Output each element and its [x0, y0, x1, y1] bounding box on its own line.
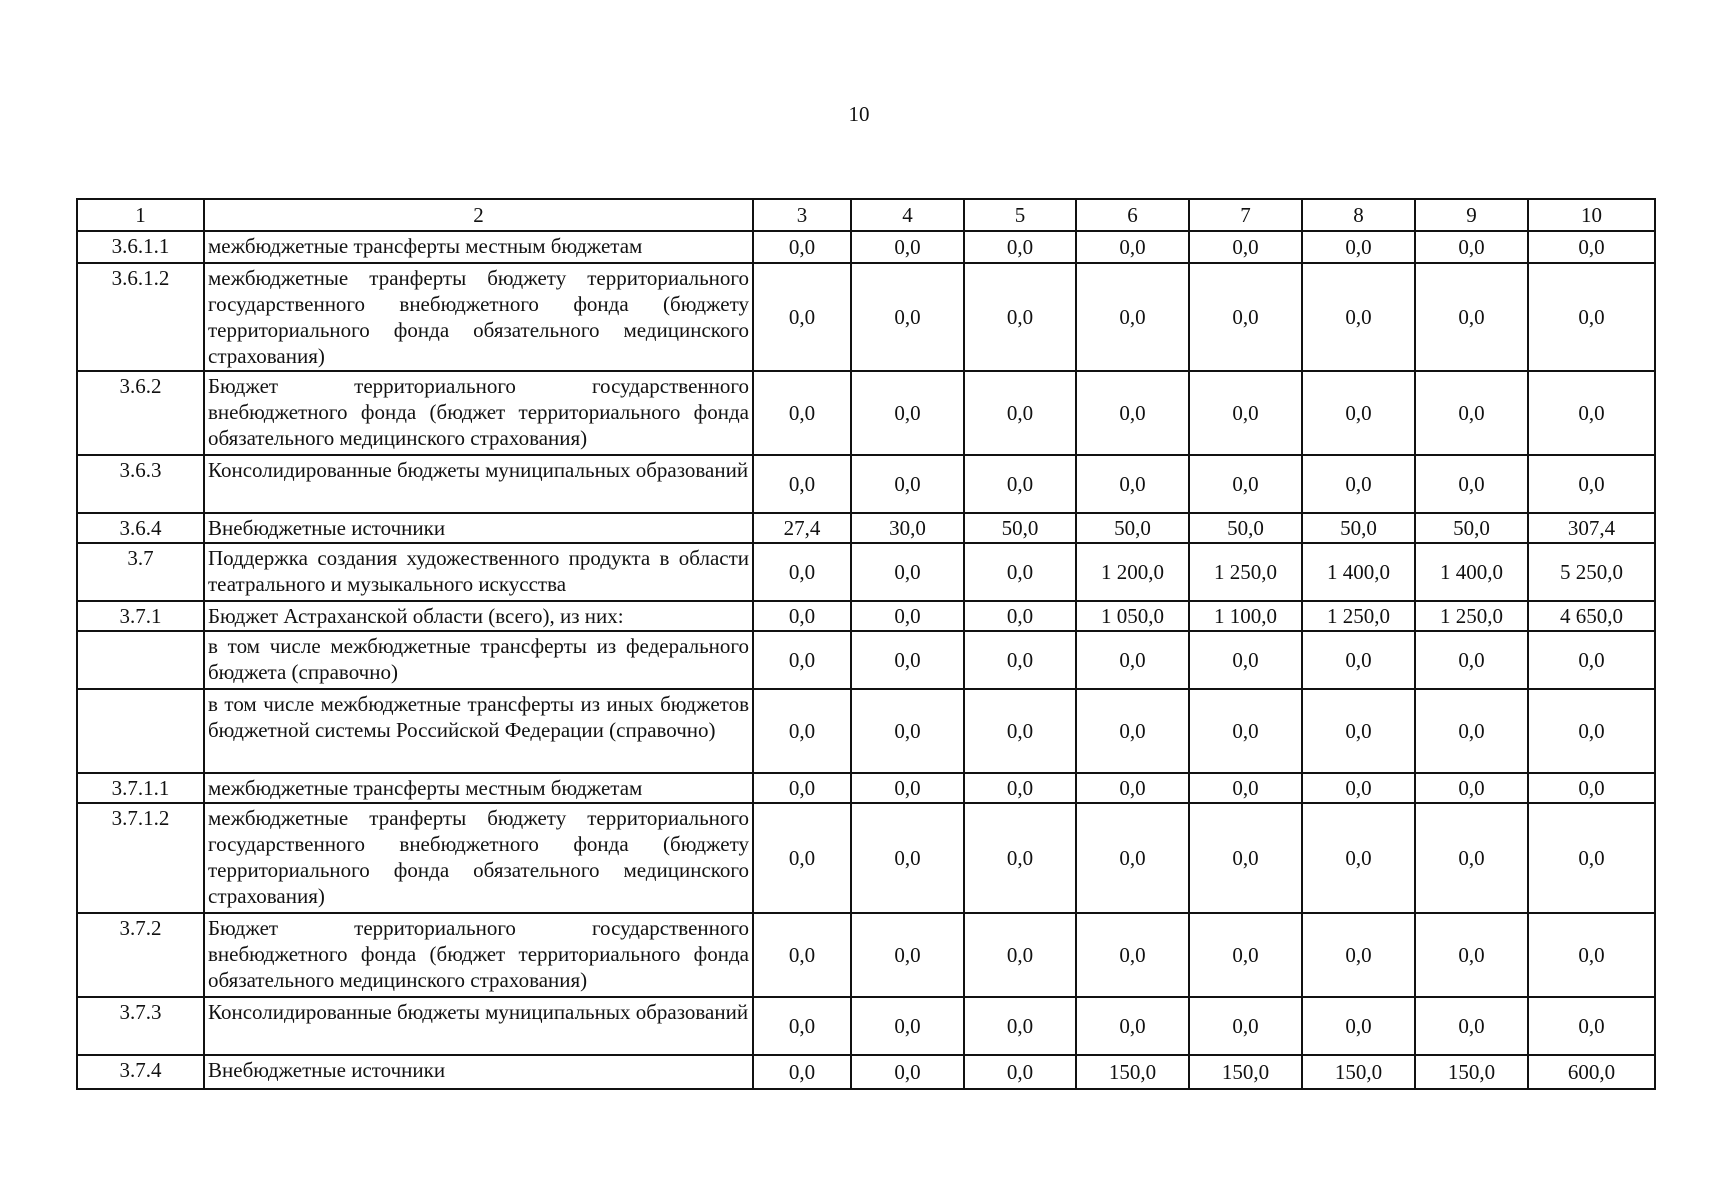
row-value-col-6: 0,0	[1076, 803, 1189, 913]
row-value-col-7: 0,0	[1189, 231, 1302, 263]
header-col-1: 1	[77, 199, 204, 231]
row-value-col-7: 0,0	[1189, 263, 1302, 371]
budget-table	[76, 198, 1656, 1090]
table-row	[77, 803, 1655, 913]
row-value-col-6: 0,0	[1076, 631, 1189, 689]
row-value-col-8: 0,0	[1302, 689, 1415, 773]
header-col-3: 3	[753, 199, 851, 231]
header-col-6: 6	[1076, 199, 1189, 231]
row-value-col-3: 0,0	[753, 455, 851, 513]
row-value-col-9: 1 250,0	[1415, 601, 1528, 631]
row-value-col-8: 1 400,0	[1302, 543, 1415, 601]
row-code: 3.6.4	[77, 513, 204, 543]
row-name: Консолидированные бюджеты муниципальных образований	[204, 997, 753, 1055]
row-value-col-3: 0,0	[753, 913, 851, 997]
row-value-col-5: 50,0	[964, 513, 1076, 543]
row-value-col-8: 0,0	[1302, 263, 1415, 371]
row-value-col-9: 50,0	[1415, 513, 1528, 543]
row-value-col-9: 0,0	[1415, 231, 1528, 263]
row-name: Внебюджетные источники	[204, 513, 753, 543]
header-col-8: 8	[1302, 199, 1415, 231]
row-value-col-7: 0,0	[1189, 455, 1302, 513]
row-value-col-7: 50,0	[1189, 513, 1302, 543]
row-code: 3.6.1.2	[77, 263, 204, 371]
row-value-col-9: 0,0	[1415, 455, 1528, 513]
header-col-4: 4	[851, 199, 964, 231]
row-value-col-3: 0,0	[753, 773, 851, 803]
row-value-col-4: 0,0	[851, 997, 964, 1055]
table-row	[77, 913, 1655, 997]
row-code: 3.7.1.2	[77, 803, 204, 913]
row-value-col-7: 0,0	[1189, 773, 1302, 803]
row-value-col-6: 0,0	[1076, 913, 1189, 997]
header-col-9: 9	[1415, 199, 1528, 231]
table-row	[77, 513, 1655, 543]
table-row	[77, 1055, 1655, 1089]
row-code	[77, 689, 204, 773]
table-row	[77, 231, 1655, 263]
row-value-col-3: 0,0	[753, 371, 851, 455]
row-value-col-5: 0,0	[964, 1055, 1076, 1089]
row-value-col-10: 600,0	[1528, 1055, 1655, 1089]
header-col-7: 7	[1189, 199, 1302, 231]
row-value-col-4: 0,0	[851, 803, 964, 913]
row-value-col-3: 0,0	[753, 231, 851, 263]
row-value-col-4: 0,0	[851, 455, 964, 513]
row-code: 3.7.1	[77, 601, 204, 631]
row-name: межбюджетные трансферты местным бюджетам	[204, 773, 753, 803]
row-name: Бюджет территориального государственного внебюджетного фонда (бюджет территориального фонда обязательного медицинского страхования)	[204, 371, 753, 455]
table-row	[77, 371, 1655, 455]
row-value-col-8: 0,0	[1302, 913, 1415, 997]
row-value-col-6: 0,0	[1076, 773, 1189, 803]
row-value-col-8: 0,0	[1302, 371, 1415, 455]
row-name: межбюджетные транферты бюджету территориального государственного внебюджетного фонда (бюджету территориального фонда обязательного медицинского страхования)	[204, 803, 753, 913]
row-name: в том числе межбюджетные трансферты из федерального бюджета (справочно)	[204, 631, 753, 689]
table-row	[77, 543, 1655, 601]
row-value-col-6: 0,0	[1076, 997, 1189, 1055]
row-code: 3.7.2	[77, 913, 204, 997]
row-value-col-10: 0,0	[1528, 455, 1655, 513]
row-value-col-9: 0,0	[1415, 997, 1528, 1055]
row-value-col-10: 0,0	[1528, 773, 1655, 803]
row-name: межбюджетные трансферты местным бюджетам	[204, 231, 753, 263]
row-value-col-10: 4 650,0	[1528, 601, 1655, 631]
row-value-col-6: 0,0	[1076, 263, 1189, 371]
header-col-2: 2	[204, 199, 753, 231]
row-value-col-4: 0,0	[851, 689, 964, 773]
row-value-col-10: 307,4	[1528, 513, 1655, 543]
row-value-col-3: 0,0	[753, 997, 851, 1055]
row-value-col-5: 0,0	[964, 263, 1076, 371]
row-value-col-8: 0,0	[1302, 231, 1415, 263]
row-value-col-6: 0,0	[1076, 371, 1189, 455]
row-value-col-8: 0,0	[1302, 455, 1415, 513]
table-row	[77, 773, 1655, 803]
row-code: 3.6.1.1	[77, 231, 204, 263]
row-value-col-6: 1 050,0	[1076, 601, 1189, 631]
row-name: межбюджетные транферты бюджету территориального государственного внебюджетного фонда (бюджету территориального фонда обязательного медицинского страхования)	[204, 263, 753, 371]
table-row	[77, 601, 1655, 631]
row-value-col-8: 1 250,0	[1302, 601, 1415, 631]
row-value-col-5: 0,0	[964, 371, 1076, 455]
row-value-col-8: 150,0	[1302, 1055, 1415, 1089]
row-value-col-6: 0,0	[1076, 231, 1189, 263]
row-value-col-6: 0,0	[1076, 689, 1189, 773]
row-value-col-4: 0,0	[851, 371, 964, 455]
row-value-col-9: 1 400,0	[1415, 543, 1528, 601]
table-body	[77, 199, 1655, 1089]
row-value-col-10: 5 250,0	[1528, 543, 1655, 601]
row-value-col-4: 0,0	[851, 543, 964, 601]
row-code: 3.7.4	[77, 1055, 204, 1089]
row-name: Внебюджетные источники	[204, 1055, 753, 1089]
row-value-col-5: 0,0	[964, 455, 1076, 513]
row-value-col-3: 0,0	[753, 543, 851, 601]
page-number: 10	[848, 102, 870, 126]
row-value-col-4: 0,0	[851, 601, 964, 631]
row-value-col-6: 1 200,0	[1076, 543, 1189, 601]
row-name: Консолидированные бюджеты муниципальных образований	[204, 455, 753, 513]
row-value-col-10: 0,0	[1528, 263, 1655, 371]
row-value-col-10: 0,0	[1528, 371, 1655, 455]
row-value-col-3: 0,0	[753, 263, 851, 371]
row-value-col-8: 0,0	[1302, 803, 1415, 913]
row-value-col-5: 0,0	[964, 913, 1076, 997]
row-value-col-5: 0,0	[964, 631, 1076, 689]
row-name: в том числе межбюджетные трансферты из иных бюджетов бюджетной системы Российской Федерации (справочно)	[204, 689, 753, 773]
row-value-col-9: 0,0	[1415, 371, 1528, 455]
row-value-col-3: 0,0	[753, 631, 851, 689]
row-value-col-8: 0,0	[1302, 773, 1415, 803]
header-col-5: 5	[964, 199, 1076, 231]
table-row	[77, 455, 1655, 513]
row-value-col-7: 0,0	[1189, 803, 1302, 913]
row-value-col-7: 0,0	[1189, 997, 1302, 1055]
row-value-col-7: 0,0	[1189, 689, 1302, 773]
row-value-col-8: 0,0	[1302, 631, 1415, 689]
row-value-col-3: 0,0	[753, 803, 851, 913]
table-row	[77, 263, 1655, 371]
row-value-col-5: 0,0	[964, 689, 1076, 773]
row-value-col-4: 0,0	[851, 231, 964, 263]
row-value-col-9: 150,0	[1415, 1055, 1528, 1089]
row-value-col-6: 150,0	[1076, 1055, 1189, 1089]
row-value-col-3: 27,4	[753, 513, 851, 543]
table-header-row	[77, 199, 1655, 231]
row-code	[77, 631, 204, 689]
row-value-col-7: 0,0	[1189, 913, 1302, 997]
row-value-col-6: 50,0	[1076, 513, 1189, 543]
row-value-col-5: 0,0	[964, 803, 1076, 913]
row-value-col-4: 0,0	[851, 1055, 964, 1089]
row-value-col-5: 0,0	[964, 231, 1076, 263]
row-value-col-7: 150,0	[1189, 1055, 1302, 1089]
row-value-col-3: 0,0	[753, 1055, 851, 1089]
table-row	[77, 997, 1655, 1055]
row-value-col-5: 0,0	[964, 997, 1076, 1055]
row-value-col-9: 0,0	[1415, 263, 1528, 371]
row-code: 3.6.3	[77, 455, 204, 513]
row-value-col-5: 0,0	[964, 601, 1076, 631]
row-value-col-7: 0,0	[1189, 631, 1302, 689]
row-value-col-5: 0,0	[964, 543, 1076, 601]
row-value-col-6: 0,0	[1076, 455, 1189, 513]
row-code: 3.7.3	[77, 997, 204, 1055]
row-value-col-9: 0,0	[1415, 913, 1528, 997]
row-value-col-3: 0,0	[753, 601, 851, 631]
row-value-col-7: 0,0	[1189, 371, 1302, 455]
row-name: Бюджет Астраханской области (всего), из них:	[204, 601, 753, 631]
row-value-col-10: 0,0	[1528, 913, 1655, 997]
row-value-col-10: 0,0	[1528, 231, 1655, 263]
table-row	[77, 631, 1655, 689]
header-col-10: 10	[1528, 199, 1655, 231]
row-value-col-3: 0,0	[753, 689, 851, 773]
row-value-col-7: 1 100,0	[1189, 601, 1302, 631]
row-value-col-9: 0,0	[1415, 803, 1528, 913]
row-value-col-8: 0,0	[1302, 997, 1415, 1055]
row-value-col-8: 50,0	[1302, 513, 1415, 543]
row-value-col-4: 0,0	[851, 773, 964, 803]
row-name: Бюджет территориального государственного внебюджетного фонда (бюджет территориального фонда обязательного медицинского страхования)	[204, 913, 753, 997]
row-value-col-10: 0,0	[1528, 631, 1655, 689]
row-value-col-5: 0,0	[964, 773, 1076, 803]
row-value-col-4: 0,0	[851, 631, 964, 689]
row-code: 3.6.2	[77, 371, 204, 455]
row-value-col-9: 0,0	[1415, 631, 1528, 689]
row-value-col-10: 0,0	[1528, 997, 1655, 1055]
row-value-col-9: 0,0	[1415, 773, 1528, 803]
row-value-col-4: 0,0	[851, 913, 964, 997]
row-code: 3.7	[77, 543, 204, 601]
row-value-col-4: 30,0	[851, 513, 964, 543]
row-value-col-10: 0,0	[1528, 803, 1655, 913]
table-row	[77, 689, 1655, 773]
row-value-col-4: 0,0	[851, 263, 964, 371]
row-value-col-10: 0,0	[1528, 689, 1655, 773]
row-code: 3.7.1.1	[77, 773, 204, 803]
row-value-col-9: 0,0	[1415, 689, 1528, 773]
row-value-col-7: 1 250,0	[1189, 543, 1302, 601]
row-name: Поддержка создания художественного продукта в области театрального и музыкального искусства	[204, 543, 753, 601]
